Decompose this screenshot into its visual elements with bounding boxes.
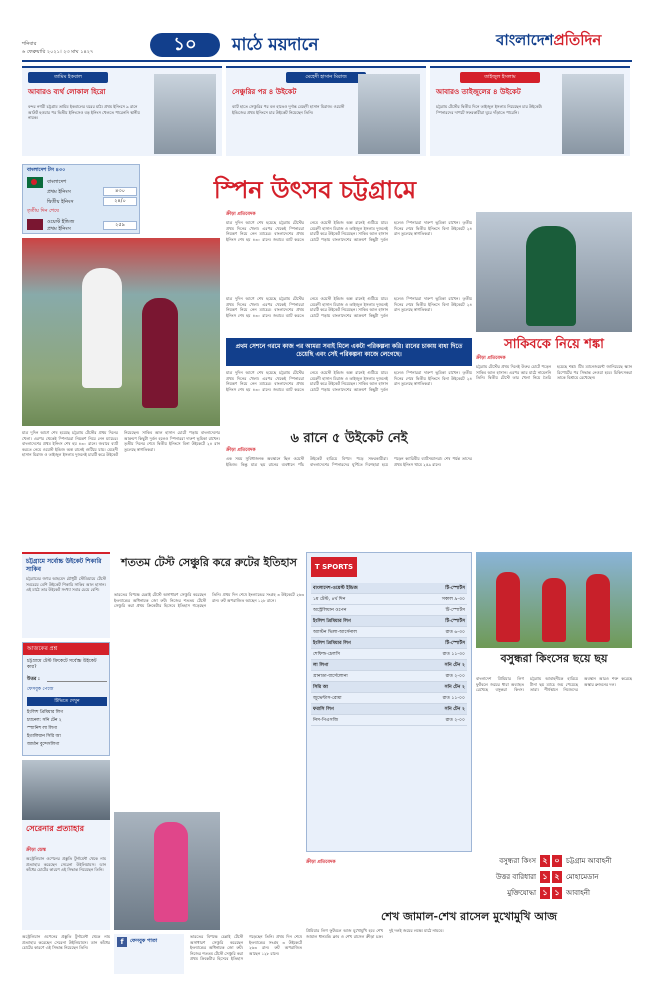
score-row (476, 870, 632, 885)
tv-event: ফরাসি লিগ (313, 707, 334, 712)
score-a: ১ (540, 887, 550, 899)
tv-time: রাত ২-০০ (445, 718, 465, 723)
tv-event: গ্রানাডা-বার্সেলোনা (313, 674, 348, 679)
quiz-item: ইতালিয়ান সিরি আ (27, 734, 61, 739)
panel-tamim (22, 66, 222, 156)
tv-row (311, 649, 467, 660)
section-title: মাঠে ময়দানে (232, 35, 319, 55)
answer-line (47, 681, 107, 682)
tv-event: জুভেন্টাস-রোমা (313, 696, 342, 701)
row-label: প্রথম ইনিংস (47, 189, 71, 195)
serena-box (22, 760, 110, 930)
panel-tag: তাইজুল ইসলাম (460, 72, 540, 83)
score-a: ২ (540, 855, 550, 867)
shakib-headline: সাকিবকে নিয়ে শঙ্কা (504, 337, 604, 352)
panel-title: সেঞ্চুরির পর ৪ উইকেট (232, 88, 297, 96)
shakib-byline: ক্রীড়া প্রতিবেদক (476, 356, 506, 361)
main-headline: স্পিন উৎসব চট্টগ্রামে (213, 176, 417, 204)
tv-row (311, 583, 467, 594)
quiz-send: ফেসবুক পেজে (27, 687, 54, 692)
century-headline: শততম টেস্ট সেঞ্চুরি করে রুটের ইতিহাস (121, 556, 297, 569)
tv-row (311, 671, 467, 682)
match-scores (476, 854, 632, 904)
footballer-figure (496, 572, 520, 642)
panel-tag: তামিম ইকবাল (28, 72, 108, 83)
scoreboard (22, 164, 140, 234)
footballer-figure (586, 574, 610, 642)
footballer-figure (542, 578, 566, 642)
quiz-item: চ্যানেল: সনি টেন ২ (27, 718, 62, 723)
panel-title: আবারও তাইজুলের ৪ উইকেট (436, 88, 521, 96)
team-b: আবাহনী (566, 889, 590, 897)
score-row (476, 854, 632, 869)
quiz-item: ইংলিশ প্রিমিয়ার লিগ (27, 710, 63, 715)
serena-headline: সেরেনার প্রত্যাহার (26, 824, 84, 833)
tv-time: সকাল ৯-৩০ (441, 597, 465, 602)
tv-time: রাত ১১-০০ (442, 696, 465, 701)
main-body-left: মাত্র দুদিন আগে শেষ হয়েছে চট্টগ্রাম টেস্টের প্রথম দিনের খেলা। এরপর থেকেই স্পিনাররা নিয়ন্ত্রণ নিয়ে নেন ম্যাচের। বাংলাদেশের প্রথম ইনিংস শেষ হয় ৪৩০ রানে। জবাবে ব্যাট করতে নেমে ওয়েস্ট ইন্ডিজ অল্প রানেই গুটিয়ে যায়। মেহেদী হাসান মিরাজ ও তাইজুল ইসলাম দুজনেই চারটি করে উইকেট নিয়েছেন। সাকিব আল হাসান চোটে পড়ায় বাংলাদেশের আক্রমণ কিছুটা দুর্বল হলেও স্পিনাররা দারুণ ভূমিকা রাখেন। তৃতীয় দিনের শেষে দ্বিতীয় ইনিংসে বিনা উইকেটে ২৪ রান তুলেছে স্বাগতিকরা। (22, 430, 220, 458)
serena-body: অস্ট্রেলিয়ান ওপেনের প্রস্তুতি টুর্নামেন্ট থেকে নাম প্রত্যাহার করেছেন সেরেনা উইলিয়ামস। ডান কাঁধের চোটের কারণে এই সিদ্ধান্ত নিয়েছেন তিনি। (26, 856, 106, 873)
team-b-name: ওয়েস্ট ইন্ডিজ (47, 219, 75, 225)
main-photo (22, 238, 220, 426)
shakib-column (22, 552, 110, 638)
shakib-column-body: চট্টগ্রামের জহুর আহমেদ চৌধুরী স্টেডিয়ামে টেস্টে সবচেয়ে বেশি উইকেট শিকারি সাকিব আল হাসান। এই মাঠে তার উইকেট সংখ্যা সবার চেয়ে বেশি। (26, 576, 106, 593)
quiz-question: চট্টগ্রামে টেস্ট ক্রিকেটে সর্বোচ্চ উইকেট কার? (27, 659, 97, 671)
tv-time: টি-স্পোর্টস (445, 641, 465, 646)
century-body: ভারতের বিপক্ষে চেন্নাই টেস্টে অসাধারণ সেঞ্চুরি করেছেন ইংল্যান্ডের অধিনায়ক জো রুট। নিজের শততম টেস্টে সেঞ্চুরি করা প্রথম ক্রিকেটার হিসেবে ইতিহাস গড়েছেন তিনি। প্রথম দিন শেষে ইংল্যান্ডের সংগ্রহ ৩ উইকেটে ২৬৩ রান। রুট অপরাজিত আছেন ১২৮ রানে। (114, 592, 304, 609)
tv-time: টি-স্পোর্টস (445, 619, 465, 624)
panel-text: বন্দর নগরী চট্টগ্রাম তামিম ইকবালের ঘরের মাঠ। প্রথম ইনিংসে ৯ রানে আউট হওয়ার পর দ্বিতীয় ইনিংসেও বড় ইনিংস খেলতে পারেননি স্থানীয় নায়ক। (28, 104, 140, 121)
logo-part-a: বাংলাদেশ (496, 31, 554, 49)
score-b: ০ (552, 855, 562, 867)
shakib-body: চট্টগ্রাম টেস্টের প্রথম দিনেই উরুর চোটে পড়েন সাকিব আল হাসান। এরপর আর মাঠে নামেননি তিনি। দ্বিতীয় টেস্টে তার খেলা নিয়ে তৈরি হয়েছে শঙ্কা। টিম ম্যানেজমেন্ট জানিয়েছে স্ক্যান রিপোর্টের পর সিদ্ধান্ত নেওয়া হবে। চিকিৎসকরা তাকে বিশ্রামে রেখেছেন। (476, 364, 632, 381)
scoreboard-title: বাংলাদেশ টস ৪৩০ (27, 167, 66, 173)
serena-byline: ক্রীড়া ডেস্ক (26, 848, 46, 853)
tv-time: সনি টেন ২ (444, 663, 465, 668)
issue-day: শনিবার (22, 41, 37, 47)
score-a: ১ (540, 871, 550, 883)
tv-time: রাত ২-০০ (445, 674, 465, 679)
tv-time: রাত ৬-৩০ (445, 630, 465, 635)
player-photo (562, 74, 624, 154)
tv-row (311, 616, 467, 627)
panel-title: আবারও ব্যর্থ লোকাল হিরো (28, 88, 106, 96)
panel-text: চট্টগ্রাম টেস্টের দ্বিতীয় দিনে তাইজুল ইসলাম নিয়েছেন চার উইকেট। স্পিনারদের দাপটে সফরকারীরা ঘুরে দাঁড়াতে পারেনি। (436, 104, 543, 115)
page-number: ১০ (150, 33, 220, 57)
tv-time: টি-স্পোর্টস (445, 586, 465, 591)
player-figure (82, 268, 122, 388)
facebook-box (114, 934, 184, 974)
facebook-label: ফেসবুক পাতা (130, 938, 158, 944)
main-body-end: মাত্র দুদিন আগে শেষ হয়েছে চট্টগ্রাম টেস্টের প্রথম দিনের খেলা। এরপর থেকেই স্পিনাররা নিয়ন্ত্রণ নিয়ে নেন ম্যাচের। বাংলাদেশের প্রথম ইনিংস শেষ হয় ৪৩০ রানে। জবাবে ব্যাট করতে নেমে ওয়েস্ট ইন্ডিজ অল্প রানেই গুটিয়ে যায়। মেহেদী হাসান মিরাজ ও তাইজুল ইসলাম দুজনেই চারটি করে উইকেট নিয়েছেন। সাকিব আল হাসান চোটে পড়ায় বাংলাদেশের আক্রমণ কিছুটা দুর্বল হলেও স্পিনাররা দারুণ ভূমিকা রাখেন। তৃতীয় দিনের শেষে দ্বিতীয় ইনিংসে বিনা উইকেটে ২৪ রান তুলেছে স্বাগতিকরা। (226, 370, 472, 392)
tv-time: রাত ১১-৩০ (442, 652, 465, 657)
bangladesh-flag-icon (27, 177, 43, 188)
bottom-headline: শেখ জামাল-শেখ রাসেল মুখোমুখি আজ (380, 910, 558, 923)
logo-part-b: প্রতিদিন (553, 31, 602, 49)
tv-row (311, 638, 467, 649)
team-a: বসুন্ধরা কিংস (499, 857, 536, 865)
tv-row (311, 693, 467, 704)
tv-event: বাংলাদেশ-ওয়েস্ট ইন্ডিজ (313, 586, 358, 591)
row-value: ২৪/০ (103, 197, 137, 206)
tv-event: নিস-পিএসজি (313, 718, 339, 723)
tv-time: সনি টেন ২ (444, 707, 465, 712)
tv-rows (311, 583, 467, 726)
row-label: দ্বিতীয় ইনিংস (47, 199, 74, 205)
team-a-name: বাংলাদেশ (47, 179, 67, 185)
main-article (226, 212, 472, 282)
tv-event: সিরি আ (313, 685, 329, 690)
main-body-cont: মাত্র দুদিন আগে শেষ হয়েছে চট্টগ্রাম টেস্টের প্রথম দিনের খেলা। এরপর থেকেই স্পিনাররা নিয়ন্ত্রণ নিয়ে নেন ম্যাচের। বাংলাদেশের প্রথম ইনিংস শেষ হয় ৪৩০ রানে। জবাবে ব্যাট করতে নেমে ওয়েস্ট ইন্ডিজ অল্প রানেই গুটিয়ে যায়। মেহেদী হাসান মিরাজ ও তাইজুল ইসলাম দুজনেই চারটি করে উইকেট নিয়েছেন। সাকিব আল হাসান চোটে পড়ায় বাংলাদেশের আক্রমণ কিছুটা দুর্বল হলেও স্পিনাররা দারুণ ভূমিকা রাখেন। তৃতীয় দিনের শেষে দ্বিতীয় ইনিংসে বিনা উইকেটে ২৪ রান তুলেছে স্বাগতিকরা। (226, 296, 472, 318)
tv-event: অস্ট্রেলিয়ান ওপেন (313, 608, 347, 613)
player-photo (358, 74, 420, 154)
tv-event: ১ম টেস্ট, ৪র্থ দিন (313, 597, 346, 602)
team-b: চট্টগ্রাম আবাহনী (566, 857, 612, 865)
score-b: ২ (552, 871, 562, 883)
tv-row (311, 704, 467, 715)
quiz-answer-label: উত্তর : (27, 677, 40, 682)
panel-tag: মেহেদী হাসান মিরাজ (286, 72, 366, 83)
six-runs-byline: ক্রীড়া প্রতিবেদক (226, 448, 256, 453)
tv-brand: T SPORTS (311, 557, 357, 577)
serena-body-cont: অস্ট্রেলিয়ান ওপেনের প্রস্তুতি টুর্নামেন্ট থেকে নাম প্রত্যাহার করেছেন সেরেনা উইলিয়ামস। ডান কাঁধের চোটের কারণে এই সিদ্ধান্ত নিয়েছেন তিনি। (22, 934, 110, 951)
team-a: উত্তর বারিধারা (495, 873, 536, 881)
tv-time: টি-স্পোর্টস (445, 608, 465, 613)
quiz-channel: টিভিতে দেখুন (27, 697, 107, 706)
kings-body: বাংলাদেশ প্রিমিয়ার লিগ ফুটবলে জয়ের ধারা অব্যাহত রেখেছে বসুন্ধরা কিংস। চট্টগ্রাম আবাহনীকে হারিয়ে টানা ছয় ম্যাচে জয় পেয়েছে তারা। শীর্ষস্থানে নিজেদের অবস্থান আরও শক্ত করেছে অস্কার ব্রুজনের দল। (476, 676, 632, 693)
row-value: ৪৩০ (103, 187, 137, 196)
tv-row (311, 660, 467, 671)
bottom-body: প্রিমিয়ার লিগ ফুটবলে আজ মুখোমুখি হবে শেখ জামাল ধানমন্ডি ক্লাব ও শেখ রাসেল ক্রীড়া চক্র। দুই দলই জয়ের লক্ষ্যে মাঠে নামবে। (306, 928, 444, 939)
tv-row (311, 594, 467, 605)
score-b: ১ (552, 887, 562, 899)
tv-row (311, 627, 467, 638)
quiz-item: জার্মান বুন্দেসলিগা (27, 742, 60, 747)
quiz-items (27, 709, 63, 749)
team-b: মোহামেডান (566, 873, 599, 881)
tv-row (311, 605, 467, 616)
tv-schedule (306, 552, 472, 852)
six-runs-body: এক সময় সুবিধাজনক অবস্থানে ছিল ওয়েস্ট ইন্ডিজ। কিন্তু মাত্র ছয় রানের ব্যবধানে পাঁচ উইকেট হারিয়ে বিপদে পড়ে সফরকারীরা। বাংলাদেশের স্পিনারদের ঘূর্ণিতে দিশেহারা হয়ে পড়েন ক্যারিবীয় ব্যাটসম্যানরা। শেষ পর্যন্ত তাদের প্রথম ইনিংস থামে ২৫৯ রানে। (226, 456, 472, 467)
tv-event: ইংলিশ প্রিমিয়ার লিগ (313, 619, 351, 624)
panel-miraz (226, 66, 426, 156)
quiz-box (22, 642, 110, 756)
quiz-title: আজকের প্রশ্ন (23, 643, 109, 655)
panel-text: ব্যাট হাতে সেঞ্চুরির পর বল হাতেও দুর্দান্ত মেহেদী হাসান মিরাজ। ওয়েস্ট ইন্ডিজের প্রথম ইনিংসে চার উইকেট নিয়েছেন তিনি। (232, 104, 345, 115)
kings-byline: ক্রীড়া প্রতিবেদক (306, 860, 336, 865)
day-status: তৃতীয় দিন শেষে (27, 208, 59, 214)
tv-event: ইংলিশ প্রিমিয়ার লিগ (313, 641, 351, 646)
tv-event: শেফিল্ড-চেলসি (313, 652, 340, 657)
west-indies-flag-icon (27, 219, 43, 230)
pull-quote: প্রথম সেশনে গরমে কাজ পর আমরা সবাই মিলে একটা পরিকল্পনা করি। রানের চাকায় বাধা দিতে চেয়েছি এবং সেই পরিকল্পনা কাজে লেগেছে। (226, 338, 472, 366)
team-a: মুক্তিযোদ্ধা (507, 889, 536, 897)
header-rule (22, 60, 632, 62)
tv-event: অ্যাস্টন ভিলা-আর্সেনাল (313, 630, 357, 635)
newspaper-logo (496, 30, 601, 50)
row-label: প্রথম ইনিংস (47, 226, 71, 232)
shakib-column-headline: চট্টগ্রামে সর্বোচ্চ উইকেট শিকারি সাকিব (26, 558, 102, 574)
shakib-photo (476, 212, 632, 332)
shakib-figure (526, 226, 576, 326)
player-photo (154, 74, 216, 154)
serena-action-photo (114, 812, 220, 930)
tv-row (311, 715, 467, 726)
six-runs-headline: ৬ রানে ৫ উইকেট নেই (290, 431, 408, 446)
facebook-icon: f (117, 937, 127, 947)
tv-row (311, 682, 467, 693)
tv-time: সনি টেন ২ (444, 685, 465, 690)
fielder-figure (142, 298, 178, 408)
main-body: মাত্র দুদিন আগে শেষ হয়েছে চট্টগ্রাম টেস্টের প্রথম দিনের খেলা। এরপর থেকেই স্পিনাররা নিয়ন্ত্রণ নিয়ে নেন ম্যাচের। বাংলাদেশের প্রথম ইনিংস শেষ হয় ৪৩০ রানে। জবাবে ব্যাট করতে নেমে ওয়েস্ট ইন্ডিজ অল্প রানেই গুটিয়ে যায়। মেহেদী হাসান মিরাজ ও তাইজুল ইসলাম দুজনেই চারটি করে উইকেট নিয়েছেন। সাকিব আল হাসান চোটে পড়ায় বাংলাদেশের আক্রমণ কিছুটা দুর্বল হলেও স্পিনাররা দারুণ ভূমিকা রাখেন। তৃতীয় দিনের শেষে দ্বিতীয় ইনিংসে বিনা উইকেটে ২৪ রান তুলেছে স্বাগতিকরা। (226, 220, 472, 242)
football-photo (476, 552, 632, 648)
serena-figure (154, 822, 188, 922)
serena-photo (22, 760, 110, 820)
century-body-cont: ভারতের বিপক্ষে চেন্নাই টেস্টে অসাধারণ সেঞ্চুরি করেছেন ইংল্যান্ডের অধিনায়ক জো রুট। নিজের শততম টেস্টে সেঞ্চুরি করা প্রথম ক্রিকেটার হিসেবে ইতিহাস গড়েছেন তিনি। প্রথম দিন শেষে ইংল্যান্ডের সংগ্রহ ৩ উইকেটে ২৬৩ রান। রুট অপরাজিত আছেন ১২৮ রানে। (190, 934, 302, 962)
issue-meta (22, 40, 93, 56)
row-value: ২৫৯ (103, 221, 137, 230)
page-header (0, 0, 650, 62)
tv-event: লা লিগা (313, 663, 329, 668)
main-byline: ক্রীড়া প্রতিবেদক (226, 212, 256, 217)
quiz-item: স্প্যানিশ লা লিগা (27, 726, 58, 731)
kings-headline: বসুন্ধরা কিংসের ছয়ে ছয় (500, 652, 608, 665)
score-row (476, 886, 632, 901)
issue-date: ৬ ফেব্রুয়ারি ২০২১। ২৩ মাঘ ১৪২৭ (22, 49, 94, 55)
panel-taijul (430, 66, 630, 156)
